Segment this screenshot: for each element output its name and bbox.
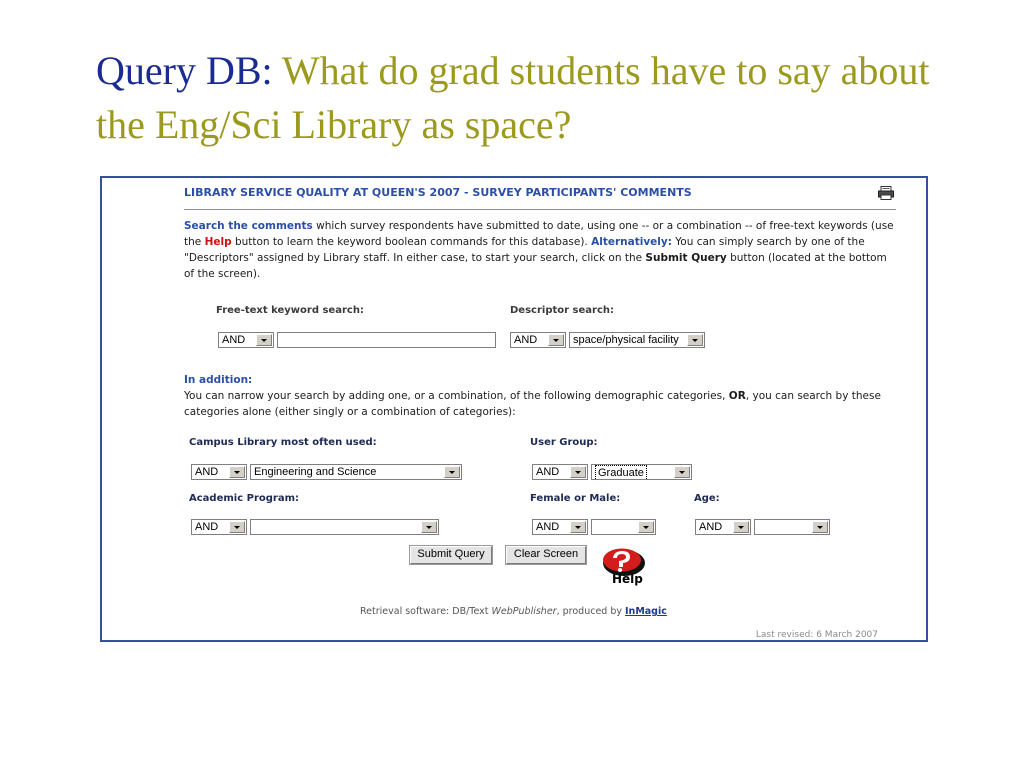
age-select[interactable] (754, 519, 830, 535)
inmagic-link[interactable]: InMagic (625, 606, 667, 617)
gender-label: Female or Male: (530, 493, 621, 504)
campus-library-label: Campus Library most often used: (189, 437, 377, 448)
intro-text-c: You can simply search by one of the "Descriptors" assigned by Library staff. In either case, to start your search, click on the (184, 236, 865, 264)
program-operator-value: AND (195, 521, 219, 533)
last-revised: Last revised: 6 March 2007 (755, 630, 878, 640)
help-label: Help (612, 572, 643, 586)
descriptor-select[interactable] (569, 332, 705, 348)
chevron-down-icon (444, 466, 460, 478)
descriptor-value: space/physical facility (573, 334, 679, 346)
chevron-down-icon (638, 521, 654, 533)
chevron-down-icon (229, 521, 245, 533)
campus-operator-value: AND (195, 466, 219, 478)
intro-text-d: button (located at the bottom of the screen). (184, 252, 887, 280)
chevron-down-icon (229, 466, 245, 478)
user-group-value: Graduate (595, 465, 647, 480)
printer-icon[interactable] (878, 186, 894, 200)
help-button[interactable] (598, 546, 652, 592)
gender-operator-select[interactable] (532, 519, 588, 535)
page-header-title: LIBRARY SERVICE QUALITY AT QUEEN'S 2007 - SURVEY PARTICIPANTS' COMMENTS (184, 186, 692, 199)
slide-title-question: What do grad students have to say about the Eng/Sci Library as space? (96, 48, 930, 147)
addition-or-word: OR (728, 390, 746, 402)
chevron-down-icon (570, 466, 586, 478)
freetext-keyword-input[interactable] (277, 332, 496, 348)
academic-program-select[interactable] (250, 519, 439, 535)
user-group-label: User Group: (530, 437, 598, 448)
footer-product: WebPublisher (491, 606, 557, 617)
chevron-down-icon (256, 334, 272, 346)
intro-lead: Search the comments (184, 220, 313, 232)
slide-title-prefix: Query DB: (96, 48, 282, 93)
user-group-select[interactable] (591, 464, 692, 480)
footer-credit (360, 606, 667, 617)
age-operator-select[interactable] (695, 519, 751, 535)
intro-text-a: which survey respondents have submitted to date, using one -- or a combination -- of free-text keywords (use the (184, 220, 894, 248)
submit-query-button[interactable]: Submit Query (410, 546, 492, 564)
chevron-down-icon (421, 521, 437, 533)
intro-text-b: button to learn the keyword boolean commands for this database). (231, 236, 592, 248)
addition-text-b: , you can search by these categories alone (either singly or a combination of categories): (184, 390, 881, 418)
intro-paragraph (184, 218, 896, 282)
chevron-down-icon (548, 334, 564, 346)
gender-select[interactable] (591, 519, 656, 535)
descriptor-operator-select[interactable] (510, 332, 566, 348)
footer-middle: , produced by (556, 606, 626, 617)
descriptor-label: Descriptor search: (510, 305, 615, 316)
campus-operator-select[interactable] (191, 464, 247, 480)
age-label: Age: (694, 493, 720, 504)
page-header (184, 186, 896, 210)
addition-heading: In addition: (184, 374, 253, 386)
descriptor-operator-value: AND (514, 334, 538, 346)
gender-operator-value: AND (536, 521, 560, 533)
addition-text (184, 388, 896, 420)
freetext-operator-value: AND (222, 334, 246, 346)
age-operator-value: AND (699, 521, 723, 533)
academic-program-label: Academic Program: (189, 493, 299, 504)
usergroup-operator-select[interactable] (532, 464, 588, 480)
usergroup-operator-value: AND (536, 466, 560, 478)
chevron-down-icon (674, 466, 690, 478)
program-operator-select[interactable] (191, 519, 247, 535)
chevron-down-icon (687, 334, 703, 346)
footer-prefix: Retrieval software: DB/Text (360, 606, 492, 617)
intro-submit-word: Submit Query (645, 252, 727, 264)
freetext-operator-select[interactable] (218, 332, 274, 348)
addition-section (184, 372, 896, 420)
campus-library-select[interactable] (250, 464, 462, 480)
addition-text-a: You can narrow your search by adding one, or a combination, of the following demographic categories, (184, 390, 729, 402)
screenshot-frame (100, 176, 928, 642)
intro-help-word: Help (204, 236, 232, 248)
slide-title (96, 44, 976, 152)
chevron-down-icon (812, 521, 828, 533)
freetext-label: Free-text keyword search: (216, 305, 364, 316)
intro-alternatively: Alternatively: (591, 236, 672, 248)
chevron-down-icon (570, 521, 586, 533)
chevron-down-icon (733, 521, 749, 533)
clear-screen-button[interactable]: Clear Screen (506, 546, 586, 564)
campus-library-value: Engineering and Science (254, 466, 377, 478)
